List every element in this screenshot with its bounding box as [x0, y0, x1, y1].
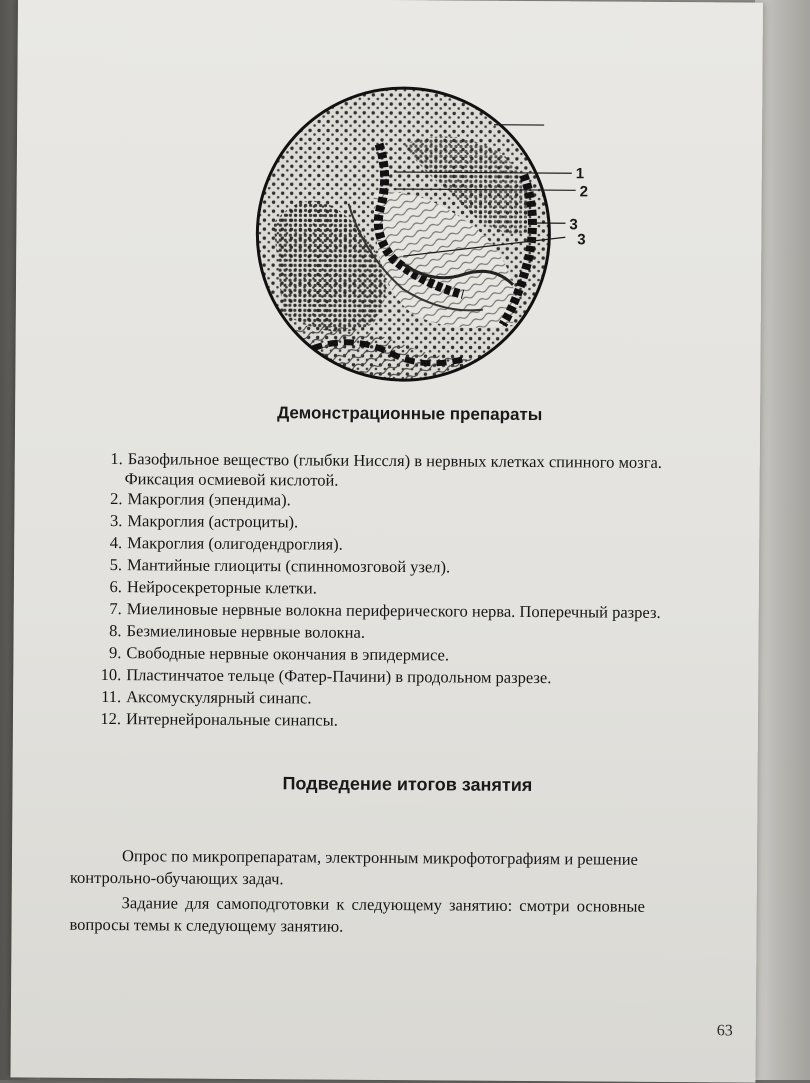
list-item-number: 9.: [93, 643, 121, 663]
list-item-number: 7.: [94, 599, 122, 619]
list-item-text: Миелиновые нервные волокна периферического нерва. Поперечный разрез.: [127, 599, 661, 622]
figure-label-2: 2: [580, 183, 588, 200]
page-edge: [755, 0, 810, 1080]
list-item-text: Безмиелиновые нервные волокна.: [127, 621, 366, 642]
list-item: [93, 687, 312, 709]
book-page: [10, 0, 763, 1083]
list-item-number: 6.: [94, 577, 122, 597]
page-number: 63: [717, 1022, 733, 1040]
demo-section-title: Демонстрационные препараты: [277, 403, 542, 425]
list-item: [93, 665, 551, 688]
list-item: [94, 599, 661, 623]
list-item-number: 10.: [93, 665, 121, 685]
list-item-number: 2.: [94, 489, 122, 509]
summary-section-title: Подведение итогов занятия: [282, 773, 532, 796]
bleed-through-text: [78, 48, 341, 69]
summary-paragraph-1-line-2: контрольно-обучающих задач.: [70, 868, 284, 889]
list-item: [94, 489, 290, 510]
list-item-text: Базофильное вещество (глыбки Ниссля) в нервных клетках спинного мозга.: [128, 449, 662, 472]
list-item-text: Макроглия (астроциты).: [127, 511, 298, 531]
list-item-text: Нейросекреторные клетки.: [127, 577, 317, 597]
list-item-text: Макроглия (эпендима).: [127, 489, 290, 509]
histology-figure: [252, 83, 592, 385]
list-item: [94, 511, 298, 532]
list-item-text: Макроглия (олигодендроглия).: [127, 533, 343, 554]
list-item: [93, 709, 338, 731]
list-item-number: 8.: [94, 621, 122, 641]
list-item-number: 4.: [94, 533, 122, 553]
figure-label-3b: 3: [577, 231, 585, 248]
summary-paragraph-2-line-1: Задание для самоподготовки к следующему занятию: смотри основные: [122, 893, 645, 917]
list-item-text: Интернейрональные синапсы.: [126, 709, 338, 729]
figure-label-3a: 3: [569, 216, 577, 233]
list-item: [94, 577, 317, 599]
list-item: [94, 621, 366, 643]
list-item: [94, 555, 450, 577]
list-item-continuation: Фиксация осмиевой кислотой.: [125, 469, 339, 490]
list-item-number: 12.: [93, 709, 121, 729]
list-item: [95, 449, 662, 473]
list-item-text: Аксомускулярный синапс.: [126, 687, 312, 707]
list-item-text: Свободные нервные окончания в эпидермисе.: [126, 643, 449, 664]
list-item: [93, 643, 449, 665]
summary-paragraph-1-line-1: Опрос по микропрепаратам, электронным микрофотографиям и решение: [122, 846, 638, 870]
figure-label-1: 1: [576, 165, 584, 182]
histology-drawing: [252, 83, 592, 385]
demo-preparations-list: [95, 449, 745, 454]
summary-paragraph-2-line-2: вопросы темы к следующему занятию.: [69, 915, 343, 937]
list-item-number: 1.: [95, 449, 123, 469]
list-item-text: Пластинчатое тельце (Фатер-Пачини) в продольном разрезе.: [126, 665, 551, 687]
list-item-number: 3.: [94, 511, 122, 531]
list-item-text: Мантийные глиоциты (спинномозговой узел).: [127, 555, 450, 576]
list-item-number: 5.: [94, 555, 122, 575]
list-item-number: 11.: [93, 687, 121, 707]
list-item: [94, 533, 343, 555]
